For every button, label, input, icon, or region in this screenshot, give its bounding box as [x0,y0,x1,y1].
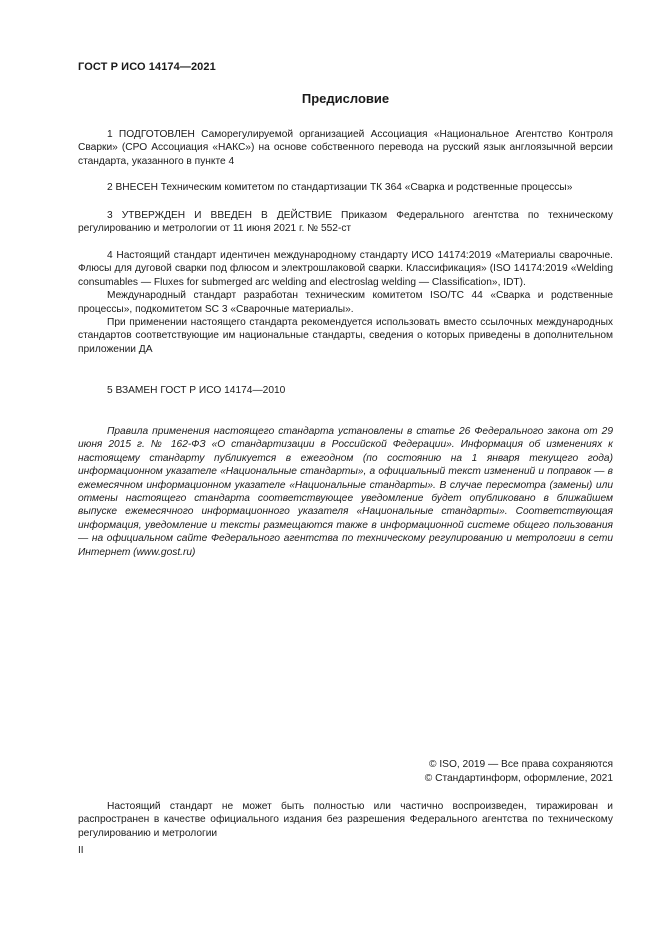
section-1-text: 1 ПОДГОТОВЛЕН Саморегулируемой организацией Ассоциация «Национальное Агентство Контроля Сварки» (СРО Ассоциация «НАКС») на основе собственного перевода на русский язык англоязычной версии стандарта, указанного в пункте 4 [78,129,613,167]
section-4-paragraph: 4 Настоящий стандарт идентичен международному стандарту ИСО 14174:2019 «Материалы сварочные. Флюсы для дуговой сварки под флюсом и электрошлаковой сварки. Классификация» (ISO 14174:2019 «Welding consumables — Fluxes for submerged arc welding and electroslag welding — Classification», IDT). [78,250,613,288]
page-number: II [78,845,84,856]
section-3-text: 3 УТВЕРЖДЕН И ВВЕДЕН В ДЕЙСТВИЕ Приказом Федерального агентства по техническому регулированию и метрологии от 11 июня 2021 г. № 552-ст [78,210,613,235]
copyright-iso: © ISO, 2019 — Все права сохраняются [429,759,613,770]
section-1-prepared [78,128,613,168]
section-4-identical [78,249,613,356]
section-5-text: 5 ВЗАМЕН ГОСТ Р ИСО 14174—2010 [107,385,286,396]
page-title: Предисловие [301,91,390,106]
section-5-replaces [78,384,613,397]
section-2-introduced [78,181,613,194]
rules-note-text: Правила применения настоящего стандарта установлены в статье 26 Федерального закона от 29 июня 2015 г. № 162-ФЗ «О стандартизации в Российской Федерации». Информация об изменениях к настоящему стандарту публикуется в ежегодном (по состоянию на 1 января текущего года) информационном указателе «Национальные стандарты», а официальный текст изменений и поправок — в ежемесячном информационном указателе «Национальные стандарты». В случае пересмотра (замены) или отмены настоящего стандарта соответствующее уведомление будет опубликовано в ближайшем выпуске ежемесячного информационного указателя «Национальные стандарты». Соответствующая информация, уведомление и тексты размещаются также в информационной системе общего пользования — на официальном сайте Федерального агентства по техническому регулированию и метрологии в сети Интернет (www.gost.ru) [78,426,613,558]
section-4-paragraph: Международный стандарт разработан техническим комитетом ISO/TC 44 «Сварка и родственные процессы», подкомитетом SC 3 «Сварочные материалы». [78,290,613,315]
section-3-approved [78,209,613,236]
copyright-block [313,758,613,786]
section-2-text: 2 ВНЕСЕН Техническим комитетом по стандартизации ТК 364 «Сварка и родственные процессы» [107,182,573,193]
rules-note [78,425,613,559]
copyright-standartinform: © Стандартинформ, оформление, 2021 [424,773,613,784]
reproduction-notice [78,800,613,840]
reproduction-notice-text: Настоящий стандарт не может быть полностью или частично воспроизведен, тиражирован и распространен в качестве официального издания без разрешения Федерального агентства по техническому регулированию и метрологии [78,801,613,839]
standard-code-header: ГОСТ Р ИСО 14174—2021 [78,61,216,73]
section-4-paragraph: При применении настоящего стандарта рекомендуется использовать вместо ссылочных международных стандартов соответствующие им национальные стандарты, сведения о которых приведены в дополнительном приложении ДА [78,317,613,355]
